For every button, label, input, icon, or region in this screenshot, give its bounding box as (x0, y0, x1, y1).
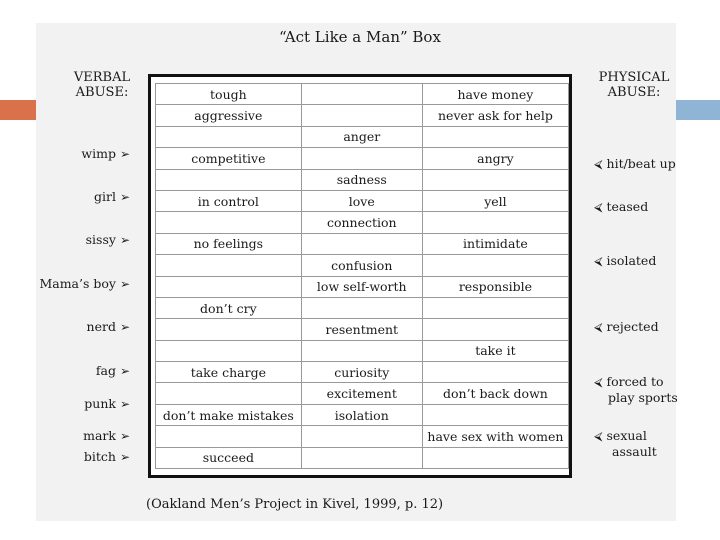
arrow-right-icon: ➢ (119, 233, 130, 247)
box-cell: yell (422, 190, 568, 211)
act-like-a-man-box (148, 74, 572, 478)
box-cell (156, 319, 302, 340)
box-cell (301, 105, 422, 126)
verbal-abuse-item (96, 363, 130, 378)
verbal-abuse-item (94, 189, 130, 204)
box-cell: anger (301, 126, 422, 147)
box-cell (156, 169, 302, 190)
box-cell (422, 126, 568, 147)
verbal-abuse-item (83, 428, 130, 443)
verbal-abuse-item (84, 396, 130, 411)
box-cell (301, 297, 422, 318)
box-cell: resentment (301, 319, 422, 340)
box-cell: competitive (156, 148, 302, 169)
box-cell: take it (422, 340, 568, 361)
physical-abuse-label: rejected (606, 319, 659, 334)
box-cell: never ask for help (422, 105, 568, 126)
box-row (156, 169, 569, 190)
box-cell (422, 297, 568, 318)
box-cell (156, 212, 302, 233)
arrow-right-icon: ➢ (119, 190, 130, 204)
slide-title: “Act Like a Man” Box (279, 28, 441, 46)
box-row (156, 426, 569, 447)
box-cell: excitement (301, 383, 422, 404)
arrow-right-icon: ➢ (119, 397, 130, 411)
box-cell: in control (156, 190, 302, 211)
box-cell: no feelings (156, 233, 302, 254)
physical-abuse-item (594, 199, 648, 215)
box-cell (156, 426, 302, 447)
box-cell (156, 255, 302, 276)
box-cell: have sex with women (422, 426, 568, 447)
arrow-right-icon: ➢ (119, 320, 130, 334)
physical-abuse-heading (592, 70, 676, 100)
physical-abuse-item (594, 156, 676, 172)
box-cell: succeed (156, 447, 302, 468)
physical-abuse-item (594, 374, 678, 405)
verbal-abuse-item (87, 319, 130, 334)
box-cell: love (301, 190, 422, 211)
box-row (156, 404, 569, 425)
box-cell: don’t cry (156, 297, 302, 318)
physical-abuse-label: assault (612, 444, 657, 459)
box-cell (301, 340, 422, 361)
box-row (156, 212, 569, 233)
verbal-abuse-item (81, 146, 130, 161)
box-cell (422, 212, 568, 233)
verbal-abuse-label: fag (95, 363, 116, 378)
box-cell: have money (422, 84, 568, 105)
arrow-left-icon: ⮘ (594, 200, 603, 214)
verbal-abuse-label: punk (84, 396, 116, 411)
arrow-right-icon: ➢ (119, 277, 130, 291)
box-cell (422, 404, 568, 425)
box-row (156, 319, 569, 340)
verbal-abuse-item (39, 276, 130, 291)
box-table (155, 83, 569, 469)
box-row (156, 447, 569, 468)
box-cell: angry (422, 148, 568, 169)
box-cell: take charge (156, 362, 302, 383)
box-row (156, 190, 569, 211)
arrow-left-icon: ⮘ (594, 320, 603, 334)
verbal-abuse-label: mark (83, 428, 116, 443)
physical-abuse-label: isolated (606, 253, 657, 268)
box-cell: responsible (422, 276, 568, 297)
verbal-abuse-label: bitch (83, 449, 116, 464)
box-cell (156, 276, 302, 297)
arrow-left-icon: ⮘ (594, 254, 603, 268)
box-row (156, 297, 569, 318)
physical-abuse-label: teased (606, 199, 649, 214)
box-cell: low self-worth (301, 276, 422, 297)
verbal-abuse-heading (62, 70, 142, 100)
arrow-right-icon: ➢ (119, 364, 130, 378)
physical-abuse-label: hit/beat up (606, 156, 676, 171)
box-cell (156, 383, 302, 404)
box-cell (422, 169, 568, 190)
box-cell (301, 426, 422, 447)
box-row (156, 340, 569, 361)
box-row (156, 148, 569, 169)
verbal-abuse-label: nerd (86, 319, 116, 334)
arrow-left-icon: ⮘ (594, 429, 603, 443)
verbal-abuse-label: girl (93, 189, 116, 204)
left-accent-bar (0, 100, 36, 120)
box-row (156, 276, 569, 297)
box-cell (301, 233, 422, 254)
verbal-heading-line: ABUSE: (75, 85, 129, 100)
arrow-right-icon: ➢ (119, 429, 130, 443)
arrow-right-icon: ➢ (119, 450, 130, 464)
box-cell (301, 84, 422, 105)
arrow-left-icon: ⮘ (594, 375, 603, 389)
verbal-abuse-label: sissy (85, 232, 116, 247)
box-row (156, 105, 569, 126)
verbal-abuse-label: wimp (81, 146, 116, 161)
physical-heading-line: ABUSE: (607, 85, 661, 100)
box-cell: connection (301, 212, 422, 233)
box-cell (422, 362, 568, 383)
physical-heading-line: PHYSICAL (598, 70, 670, 85)
verbal-heading-line: VERBAL (73, 70, 131, 85)
box-cell: don’t back down (422, 383, 568, 404)
box-cell: intimidate (422, 233, 568, 254)
physical-abuse-label: sexual (606, 428, 647, 443)
box-cell (422, 447, 568, 468)
box-cell: don’t make mistakes (156, 404, 302, 425)
box-cell: sadness (301, 169, 422, 190)
physical-abuse-item (594, 428, 657, 459)
box-row (156, 84, 569, 105)
box-cell (301, 148, 422, 169)
physical-abuse-item (594, 319, 659, 335)
verbal-abuse-item (86, 232, 130, 247)
box-row (156, 383, 569, 404)
box-cell (301, 447, 422, 468)
citation: (Oakland Men’s Project in Kivel, 1999, p. 12) (146, 497, 444, 512)
box-cell: tough (156, 84, 302, 105)
box-cell (156, 340, 302, 361)
box-cell: aggressive (156, 105, 302, 126)
physical-abuse-item (594, 253, 656, 269)
verbal-abuse-item (84, 449, 130, 464)
box-cell (156, 126, 302, 147)
box-cell: curiosity (301, 362, 422, 383)
arrow-right-icon: ➢ (119, 147, 130, 161)
physical-abuse-label: play sports (608, 390, 678, 405)
box-row (156, 233, 569, 254)
physical-abuse-label: forced to (606, 374, 664, 389)
box-row (156, 255, 569, 276)
right-accent-bar (676, 100, 720, 120)
box-cell: confusion (301, 255, 422, 276)
arrow-left-icon: ⮘ (594, 157, 603, 171)
box-cell (422, 255, 568, 276)
box-cell: isolation (301, 404, 422, 425)
box-row (156, 126, 569, 147)
verbal-abuse-label: Mama’s boy (39, 276, 116, 291)
box-row (156, 362, 569, 383)
box-cell (422, 319, 568, 340)
